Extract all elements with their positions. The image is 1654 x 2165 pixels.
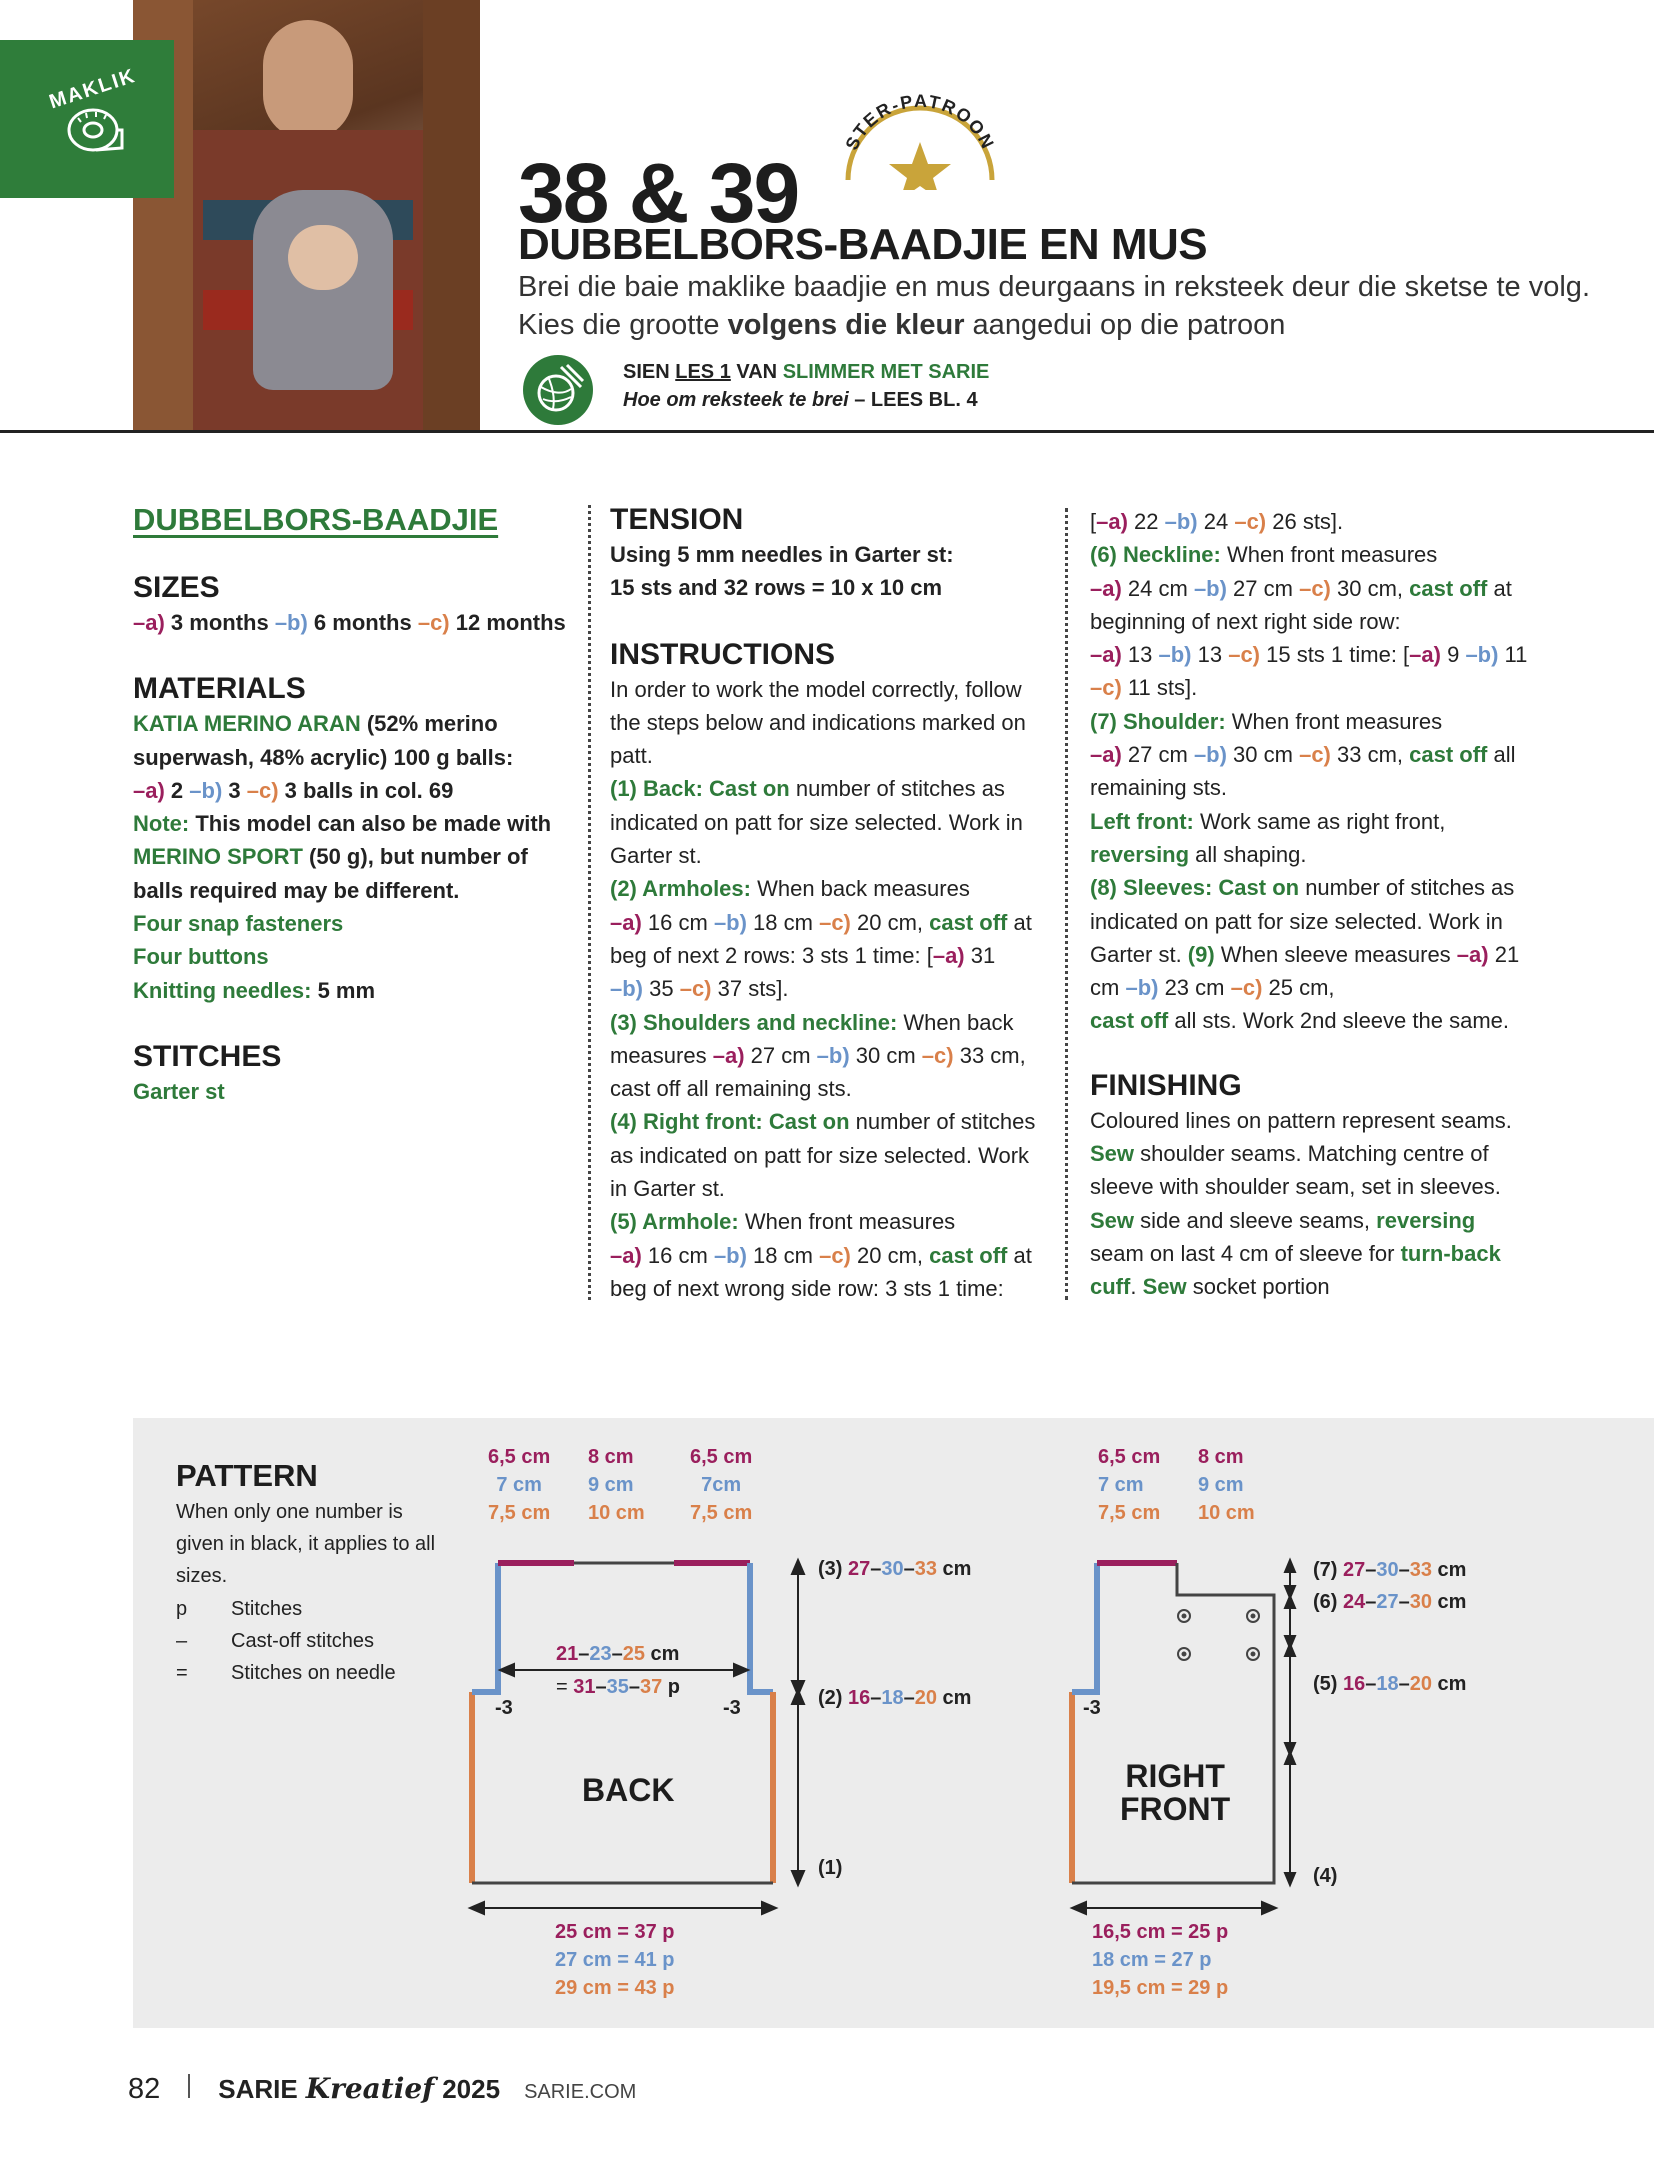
yarn-ball-icon	[523, 355, 593, 425]
legend-row: = Stitches on needle	[176, 1662, 396, 1684]
section-title: DUBBELBORS-BAADJIE	[133, 502, 499, 537]
step-2: (2) Armholes: When back measures –a) 16 cm –b) 18 cm –c) 20 cm, cast off at beg of next 2 rows: 3 sts 1 time: [–a) 31 –b) 35 –c) 37 sts].	[610, 876, 1032, 1002]
front-bottom-arrow	[1072, 1902, 1276, 1914]
step-5: (5) Armhole: When front measures –a) 16 cm –b) 18 cm –c) 20 cm, cast off at beg of next wrong side row: 3 sts 1 time:	[610, 1209, 1032, 1301]
back-shoulder-left-dims: 6,5 cm 7 cm 7,5 cm	[488, 1446, 551, 1524]
header-divider	[0, 430, 1654, 433]
back-measure-1: (1)	[818, 1857, 843, 1879]
ster-label: STER-PATROON	[841, 90, 999, 154]
column-instructions	[610, 502, 1040, 1305]
back-measure-3: (3) 27–30–33 cm	[818, 1558, 972, 1580]
stitches-value: Garter st	[133, 1078, 225, 1104]
front-neck-dims: 8 cm 9 cm 10 cm	[1198, 1446, 1255, 1524]
instructions-intro: In order to work the model correctly, follow the steps below and indications marked on patt.	[610, 676, 1026, 769]
lesson-reference: SIEN LES 1 VAN SLIMMER MET SARIE	[623, 361, 990, 383]
page-number: 82	[128, 2073, 161, 2105]
step-6: (6) Neckline: When front measures –a) 24 cm –b) 27 cm –c) 30 cm, cast off at beginning of next right side row: –a) 13 –b) 13 –c) 15 sts 1 time: [–a) 9 –b) 11 –c) 11 sts].	[1090, 542, 1528, 701]
front-measure-7: (7) 27–30–33 cm	[1313, 1559, 1467, 1581]
tape-measure-icon	[66, 104, 124, 156]
pattern-heading: PATTERN	[176, 1458, 318, 1493]
header-photo	[133, 0, 480, 432]
step-3: (3) Shoulders and neckline: When back measures –a) 27 cm –b) 30 cm –c) 33 cm, cast off all remaining sts.	[610, 1009, 1026, 1102]
legend-row: p Stitches	[176, 1598, 303, 1620]
pattern-legend	[176, 1593, 476, 1689]
front-decrease-left: -3	[1083, 1697, 1101, 1719]
back-neck-dims: 8 cm 9 cm 10 cm	[588, 1446, 645, 1524]
front-label: RIGHT FRONT	[1120, 1758, 1231, 1827]
tension-line1: Using 5 mm needles in Garter st:	[610, 542, 954, 567]
footer-site[interactable]: SARIE.COM	[524, 2081, 637, 2103]
footer-brand: SARIE	[218, 2074, 298, 2104]
back-mid-stitches: = 31–35–37 p	[556, 1676, 681, 1698]
sizes-heading: SIZES	[133, 571, 220, 604]
left-front: Left front: Work same as right front, reversing all shaping.	[1090, 808, 1446, 867]
step-4: (4) Right front: Cast on number of stitches as indicated on patt for size selected. Work in Garter st.	[610, 1109, 1036, 1202]
page-subtitle: Brei die baie maklike baadjie en mus deurgaans in reksteek deur die sketse te volg. Kies die grootte volgens die kleur aangedui op die patroon	[518, 271, 1590, 341]
buttons-item: Four buttons	[133, 944, 269, 970]
instructions-heading: INSTRUCTIONS	[610, 637, 835, 671]
front-height-arrows	[1285, 1560, 1295, 1885]
tension-line2: 15 sts and 32 rows = 10 x 10 cm	[610, 575, 943, 601]
front-measure-6: (6) 24–27–30 cm	[1313, 1591, 1467, 1613]
footer-divider	[188, 2074, 190, 2098]
stitches-heading: STITCHES	[133, 1039, 282, 1073]
back-measure-2: (2) 16–18–20 cm	[818, 1687, 972, 1709]
front-measure-5: (5) 16–18–20 cm	[1313, 1673, 1467, 1695]
column-divider	[588, 505, 591, 1300]
needles-item: Knitting needles: 5 mm	[133, 977, 376, 1003]
back-outline	[472, 1563, 773, 1883]
footer-brand-script: Kreatief	[305, 2072, 435, 2105]
sizes-line: –a) 3 months –b) 6 months –c) 12 months	[133, 610, 566, 635]
back-label: BACK	[582, 1772, 675, 1808]
materials-yarn: KATIA MERINO ARAN (52% merino superwash, 48% acrylic) 100 g balls: –a) 2 –b) 3 –c) 3 balls in col. 69 Note: This model can also be made with MERINO SPORT (50 g), but number of balls required may be different.	[133, 711, 552, 903]
step-5-cont: [–a) 22 –b) 24 –c) 26 sts].	[1090, 509, 1344, 534]
back-decrease-left: -3	[495, 1697, 513, 1719]
ster-patroon-badge	[830, 80, 1010, 190]
back-mid-width: 21–23–25 cm	[556, 1643, 680, 1665]
back-bottom-dims: 25 cm = 37 p 27 cm = 41 p 29 cm = 43 p	[555, 1921, 675, 1999]
gold-star-icon	[889, 142, 951, 190]
step-7: (7) Shoulder: When front measures –a) 27 cm –b) 30 cm –c) 33 cm, cast off all remaining sts.	[1090, 708, 1516, 801]
pattern-numbers: 38 & 39	[518, 146, 799, 240]
maklik-label: MAKLIK	[46, 64, 139, 114]
lesson-subline: Hoe om reksteek te brei – LEES BL. 4	[623, 389, 978, 411]
tension-heading: TENSION	[610, 503, 744, 536]
snap-fasteners: Four snap fasteners	[133, 911, 344, 937]
front-outline	[1072, 1563, 1274, 1883]
button-markers	[1178, 1610, 1259, 1660]
column-instructions-cont	[1090, 505, 1530, 1304]
page-title: DUBBELBORS-BAADJIE EN MUS	[518, 220, 1208, 269]
front-shoulder-dims: 6,5 cm 7 cm 7,5 cm	[1098, 1446, 1161, 1524]
back-diagram	[460, 1540, 1460, 1970]
back-bottom-arrow	[470, 1902, 776, 1914]
back-shoulder-right-dims: 6,5 cm 7cm 7,5 cm	[690, 1446, 753, 1524]
step-1: (1) Back: Cast on number of stitches as indicated on patt for size selected. Work in Garter st.	[610, 776, 1023, 869]
materials-heading: MATERIALS	[133, 672, 306, 706]
page-footer	[128, 2072, 636, 2106]
back-height-arrows	[792, 1560, 804, 1885]
step-8-9: (8) Sleeves: Cast on number of stitches as indicated on patt for size selected. Work in Garter st. (9) When sleeve measures –a) 21 cm –b) 23 cm –c) 25 cm, cast off all sts. Work 2nd sleeve the same.	[1090, 875, 1520, 1034]
back-decrease-right: -3	[723, 1697, 741, 1719]
finishing-heading: FINISHING	[1090, 1068, 1242, 1102]
front-measure-4: (4)	[1313, 1865, 1338, 1887]
front-bottom-dims: 16,5 cm = 25 p 18 cm = 27 p 19,5 cm = 29 p	[1092, 1921, 1229, 1999]
pattern-description: When only one number is given in black, it applies to all sizes.	[176, 1501, 436, 1587]
finishing-text: Coloured lines on pattern represent seams. Sew shoulder seams. Matching centre of sleeve with shoulder seam, set in sleeves. Sew side and sleeve seams, reversing seam on last 4 cm of sleeve for turn-back cuff. Sew socket portion	[1090, 1107, 1512, 1300]
column-divider	[1065, 508, 1068, 1300]
maklik-badge	[0, 40, 174, 198]
footer-year: 2025	[442, 2074, 501, 2104]
column-materials	[133, 500, 573, 1108]
legend-row: – Cast-off stitches	[176, 1630, 375, 1652]
